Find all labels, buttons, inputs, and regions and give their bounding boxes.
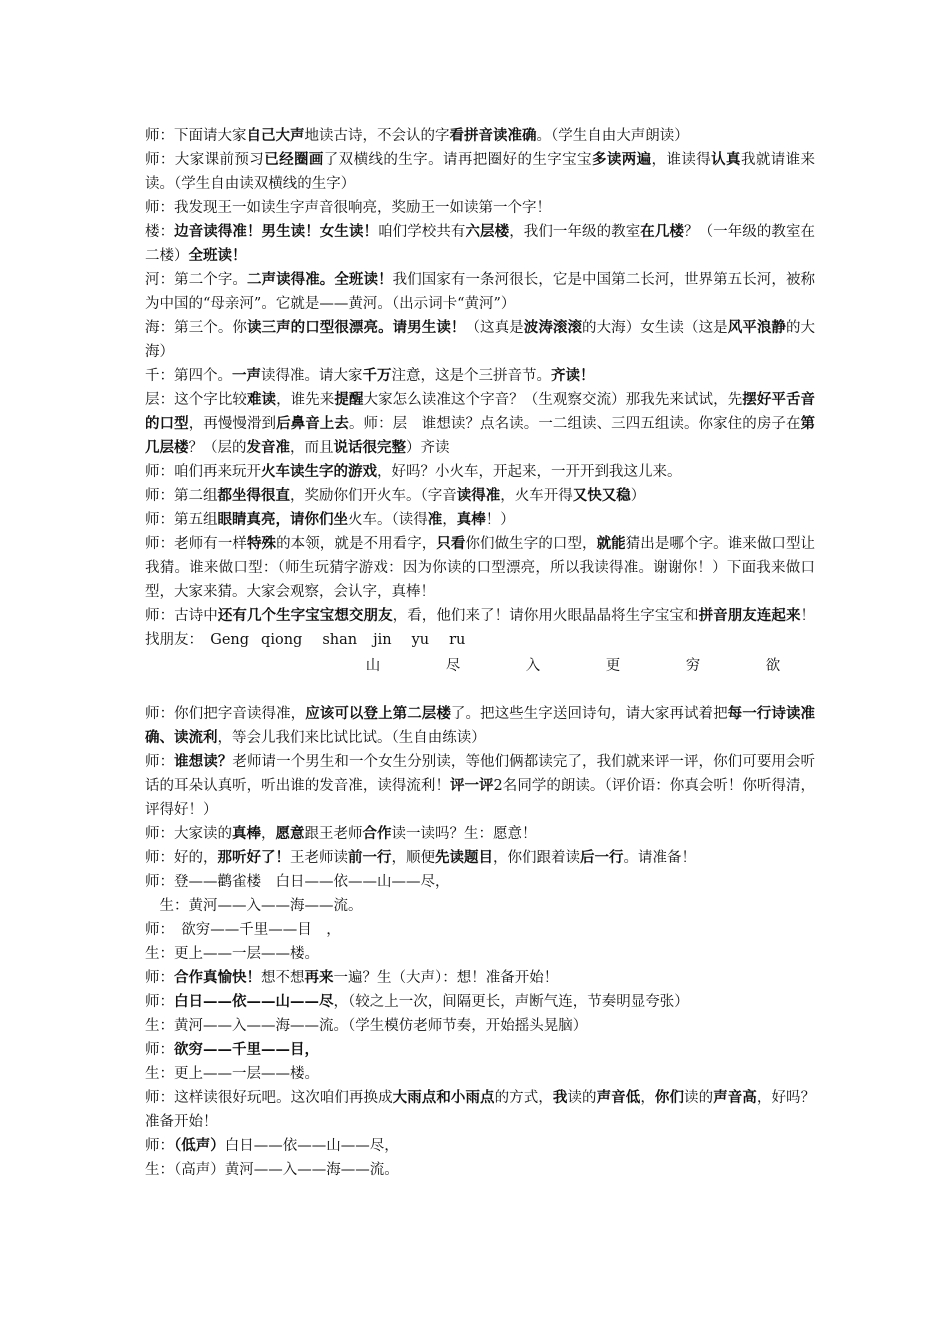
bold-text: 先读题目 [435,849,493,866]
text-run: ！找朋友： [145,608,816,648]
text-run: 河：第二个字。 [145,272,247,288]
text-run: ？（一年级的教室在二楼） [145,224,816,264]
bold-text: 都坐得很直 [217,487,290,504]
text-run: 千：第四个。 [145,368,232,384]
bold-text: 千万 [362,367,392,384]
text-run: ？（层的 [188,440,247,456]
bold-text: 在几楼 [640,223,684,240]
bold-text: 只看 [436,535,466,552]
bold-text: 说话很完整 [333,439,406,456]
text-run: ，好吗？准备开始！ [145,1090,816,1130]
bold-text: 又快又稳 [572,487,631,504]
text-run: 我就请谁来读。（学生自由读双横线的生字） [145,152,816,192]
text-run: 师： [145,994,174,1010]
paragraph [145,1062,815,1086]
hanzi-item: 入 [525,658,541,674]
text-run: ，再慢慢滑到 [188,416,277,432]
text-run: 大家怎么读准这个字音？（生观察交流）那我先来试试，先 [363,392,743,408]
bold-text: 读得准 [456,487,501,504]
paragraph [145,364,815,388]
text-run: 老师请一个男生和一个女生分别读，等他们俩都读完了，我们就来评一评，你们可要用会听话的耳朵认真听，听出谁的发音准，读得流利！ [145,754,816,794]
paragraph [145,894,815,918]
bold-text: 自己大声 [246,127,305,144]
text-run: 师：这样读很好玩吧。这次咱们再换成 [145,1090,393,1106]
bold-text: 那听好了！ [217,849,290,866]
bold-text: 特殊 [246,535,277,552]
text-run: ，奖励你们开火车。（字音 [290,488,457,504]
bold-text: 后鼻音上去 [276,415,349,432]
text-run: 师：下面请大家 [145,128,247,144]
bold-text: 你们 [654,1089,685,1106]
text-run: 猜出是哪个字。谁来做口型让我猜。谁来做口型：（师生玩猜字游戏：因为你读的口型漂亮，所以我读得准。谢谢你！）下面我来做口型，大家来猜。大家会观察，会认字，真棒！ [145,536,816,600]
text-run: 。（学生自由大声朗读） [536,128,689,144]
document-page [145,124,815,1182]
bold-text: 多读两遍 [591,151,652,168]
text-run: ，看，他们来了！请你用火眼晶晶将生字宝宝和 [392,608,699,624]
bold-text: 二声读得准。全班读！ [246,271,393,288]
bold-text: 愿意 [275,825,305,842]
paragraph [145,388,815,460]
text-run: 想不想 [261,970,305,986]
pinyin-row [210,632,485,648]
bold-text: 声音低 [596,1089,641,1106]
text-run: 白日——依——山——尽， [224,1138,399,1154]
text-run: 读得准。请大家 [261,368,363,384]
text-run: ，我们一年级的教室 [509,224,641,240]
blank-line [145,678,815,702]
bold-text: 摆好平舌音的口型 [145,391,816,432]
bold-text: 读三声的口型很漂亮。请男生读！ [246,319,466,336]
paragraph [145,846,815,870]
bold-text: 波涛滚滚 [523,319,583,336]
text-run: （这真是 [465,320,524,336]
text-run: 了双横线的生字。请再把圈好的生字宝宝 [323,152,592,168]
text-run: 师： [145,1042,174,1058]
text-run: ）齐读 [406,440,450,456]
text-run: ， [640,1090,655,1106]
bold-text: 齐读！ [551,367,595,384]
paragraph [145,508,815,532]
text-run: 生：（高声）黄河——入——海——流。 [145,1162,399,1178]
paragraph [145,268,815,316]
text-run: 师： 欲穷——千里——目 ， [145,922,341,938]
hanzi-item: 欲 [765,658,781,674]
text-run: 王老师读 [290,850,348,866]
text-run: 的方式， [494,1090,553,1106]
text-run: 师：登——鹳雀楼 白日——依——山——尽， [145,874,450,890]
paragraph [145,1038,815,1062]
bold-text: 看拼音读准确 [449,127,537,144]
bold-text: 准 [427,511,443,528]
paragraph [145,918,815,942]
text-run: 火车。（读得 [348,512,428,528]
paragraph [145,702,815,750]
text-run: 读的 [567,1090,597,1106]
bold-text: 第几层楼 [145,415,816,456]
bold-text: 六层楼 [465,223,510,240]
text-run: ） [630,488,646,504]
text-run: ！） [485,512,515,528]
bold-text: 火车读生字的游戏 [261,463,377,480]
bold-text: 提醒 [334,391,364,408]
text-run: 的大海） [145,320,816,360]
bold-text: 认真 [711,151,741,168]
bold-text: 谁想读？ [174,753,233,770]
text-run: 跟王老师 [304,826,363,842]
bold-text: 就能 [596,535,626,552]
text-run: ，火车开得 [500,488,573,504]
text-run: 咱们学校共有 [378,224,466,240]
text-run: 生：黄河——入——海——流。 [145,898,363,914]
text-run: ，顺便 [391,850,435,866]
pinyin-item: yu [411,632,430,648]
text-run: 师：第二组 [145,488,218,504]
bold-text: 我 [552,1089,568,1106]
pinyin-item: qiong [261,632,303,648]
paragraph [145,1134,815,1158]
text-run: 。师：层 谁想读？点名读。一二组读、三四五组读。你家住的房子在 [348,416,801,432]
hanzi-item: 更 [605,658,621,674]
text-run: 注意，这是个三拼音节。 [391,368,551,384]
paragraph [145,124,815,148]
pinyin-item: Geng [210,632,250,648]
text-run: 地读古诗，不会认的字 [304,128,450,144]
text-run: 师： [145,1138,174,1154]
pinyin-item: ru [449,632,466,648]
pinyin-item: jin [373,632,392,648]
text-run: 师：咱们再来玩开 [145,464,261,480]
text-run: 师：大家读的 [145,826,232,842]
pinyin-item: shan [322,632,358,648]
bold-text: 欲穷——千里——目， [174,1041,319,1058]
text-run: ， [442,512,457,528]
text-run: 师：我发现王一如读生字声音很响亮，奖励王一如读第一个字！ [145,200,551,216]
paragraph [145,966,815,990]
lesson-transcript-part1 [145,124,815,604]
text-run: 。请准备！ [623,850,696,866]
paragraph [145,460,815,484]
paragraph [145,484,815,508]
bold-text: 评一评 [449,777,494,794]
hanzi-item: 尽 [445,658,461,674]
text-run: 生：更上——一层——楼。 [145,1066,319,1082]
text-run: ，谁读得 [651,152,712,168]
bold-text: 合作真愉快！ [174,969,261,986]
text-run: 楼： [145,224,175,240]
text-run: 我们国家有一条河很长，它是中国第二长河，世界第五长河，被称为中国的“母亲河”。它就是——黄河。（出示词卡“黄河”） [145,272,816,312]
paragraph [145,1086,815,1134]
text-run: ，谁先来 [276,392,335,408]
friend-paragraph [145,604,815,652]
text-run: 师：第五组 [145,512,218,528]
text-run: 海：第三个。你 [145,320,247,336]
lesson-transcript-part2 [145,702,815,1182]
bold-text: 真棒 [456,511,486,528]
text-run: 师：你们把字音读得准， [145,706,306,722]
text-run: ，你们跟着读 [493,850,580,866]
text-run: 读的 [684,1090,714,1106]
text-run: 师：大家课前预习 [145,152,265,168]
hanzi-row [145,654,783,678]
text-run: 师：老师有一样 [145,536,247,552]
text-run: 师：古诗中 [145,608,218,624]
paragraph [145,532,815,604]
text-run: 的本领，就是不用看字， [276,536,437,552]
bold-text: 白日——依——山——尽 [174,993,334,1010]
text-run: 生：更上——一层——楼。 [145,946,319,962]
paragraph [145,148,815,196]
bold-text: （低声） [174,1137,225,1154]
text-run: 你们做生字的口型， [465,536,597,552]
bold-text: 风平浪静 [727,319,786,336]
bold-text: 眼睛真亮，请你们坐 [217,511,348,528]
text-run: 2名同学的朗读。（评价语：你真会听！你听得清，评得好！） [145,778,816,818]
paragraph [145,316,815,364]
bold-text: 发音准 [246,439,290,456]
text-run: 读一读吗？生：愿意！ [391,826,537,842]
bold-text: 已经圈画 [264,151,324,168]
paragraph [145,196,815,220]
bold-text: 应该可以登上第二层楼 [305,705,451,722]
bold-text: 边音读得准！男生读！女生读！ [174,223,379,240]
bold-text: 还有几个生字宝宝想交朋友 [217,607,393,624]
bold-text: 再来 [304,969,334,986]
text-run: ，等会儿我们来比试比试。（生自由练读） [217,730,486,746]
hanzi-item: 山 [365,658,381,674]
paragraph [145,870,815,894]
bold-text: 每一行诗读准确、读流利 [145,705,816,746]
text-run: 师： [145,754,175,770]
text-run: 师：好的， [145,850,218,866]
bold-text: 声音高 [713,1089,757,1106]
paragraph [145,1158,815,1182]
bold-text: 难读 [246,391,277,408]
paragraph [145,750,815,822]
bold-text: 大雨点和小雨点 [392,1089,495,1106]
text-run: 的大海）女生读（这是 [582,320,728,336]
paragraph [145,822,815,846]
bold-text: 前一行 [348,849,392,866]
bold-text: 全班读！ [188,247,247,264]
text-run: ，而且 [290,440,334,456]
text-run: 生：黄河——入——海——流。（学生模仿老师节奏，开始摇头晃脑） [145,1018,588,1034]
text-run: ，（较之上一次，间隔更长，声断气连，节奏明显夸张） [333,994,689,1010]
text-run: 层：这个字比较 [145,392,247,408]
paragraph [145,990,815,1014]
text-run: ，好吗？小火车，开起来，一开开到我这儿来。 [377,464,682,480]
bold-text: 合作 [362,825,392,842]
text-run: 了。把这些生字送回诗句，请大家再试着把 [450,706,728,722]
paragraph [145,1014,815,1038]
paragraph [145,220,815,268]
text-run: 师： [145,970,174,986]
bold-text: 真棒 [232,825,261,842]
text-run: ， [261,826,276,842]
bold-text: 一声 [232,367,261,384]
bold-text: 后一行 [580,849,624,866]
text-run: 一遍？生（大声）：想！准备开始！ [333,970,559,986]
hanzi-item: 穷 [685,658,701,674]
paragraph [145,942,815,966]
bold-text: 拼音朋友连起来 [698,607,801,624]
